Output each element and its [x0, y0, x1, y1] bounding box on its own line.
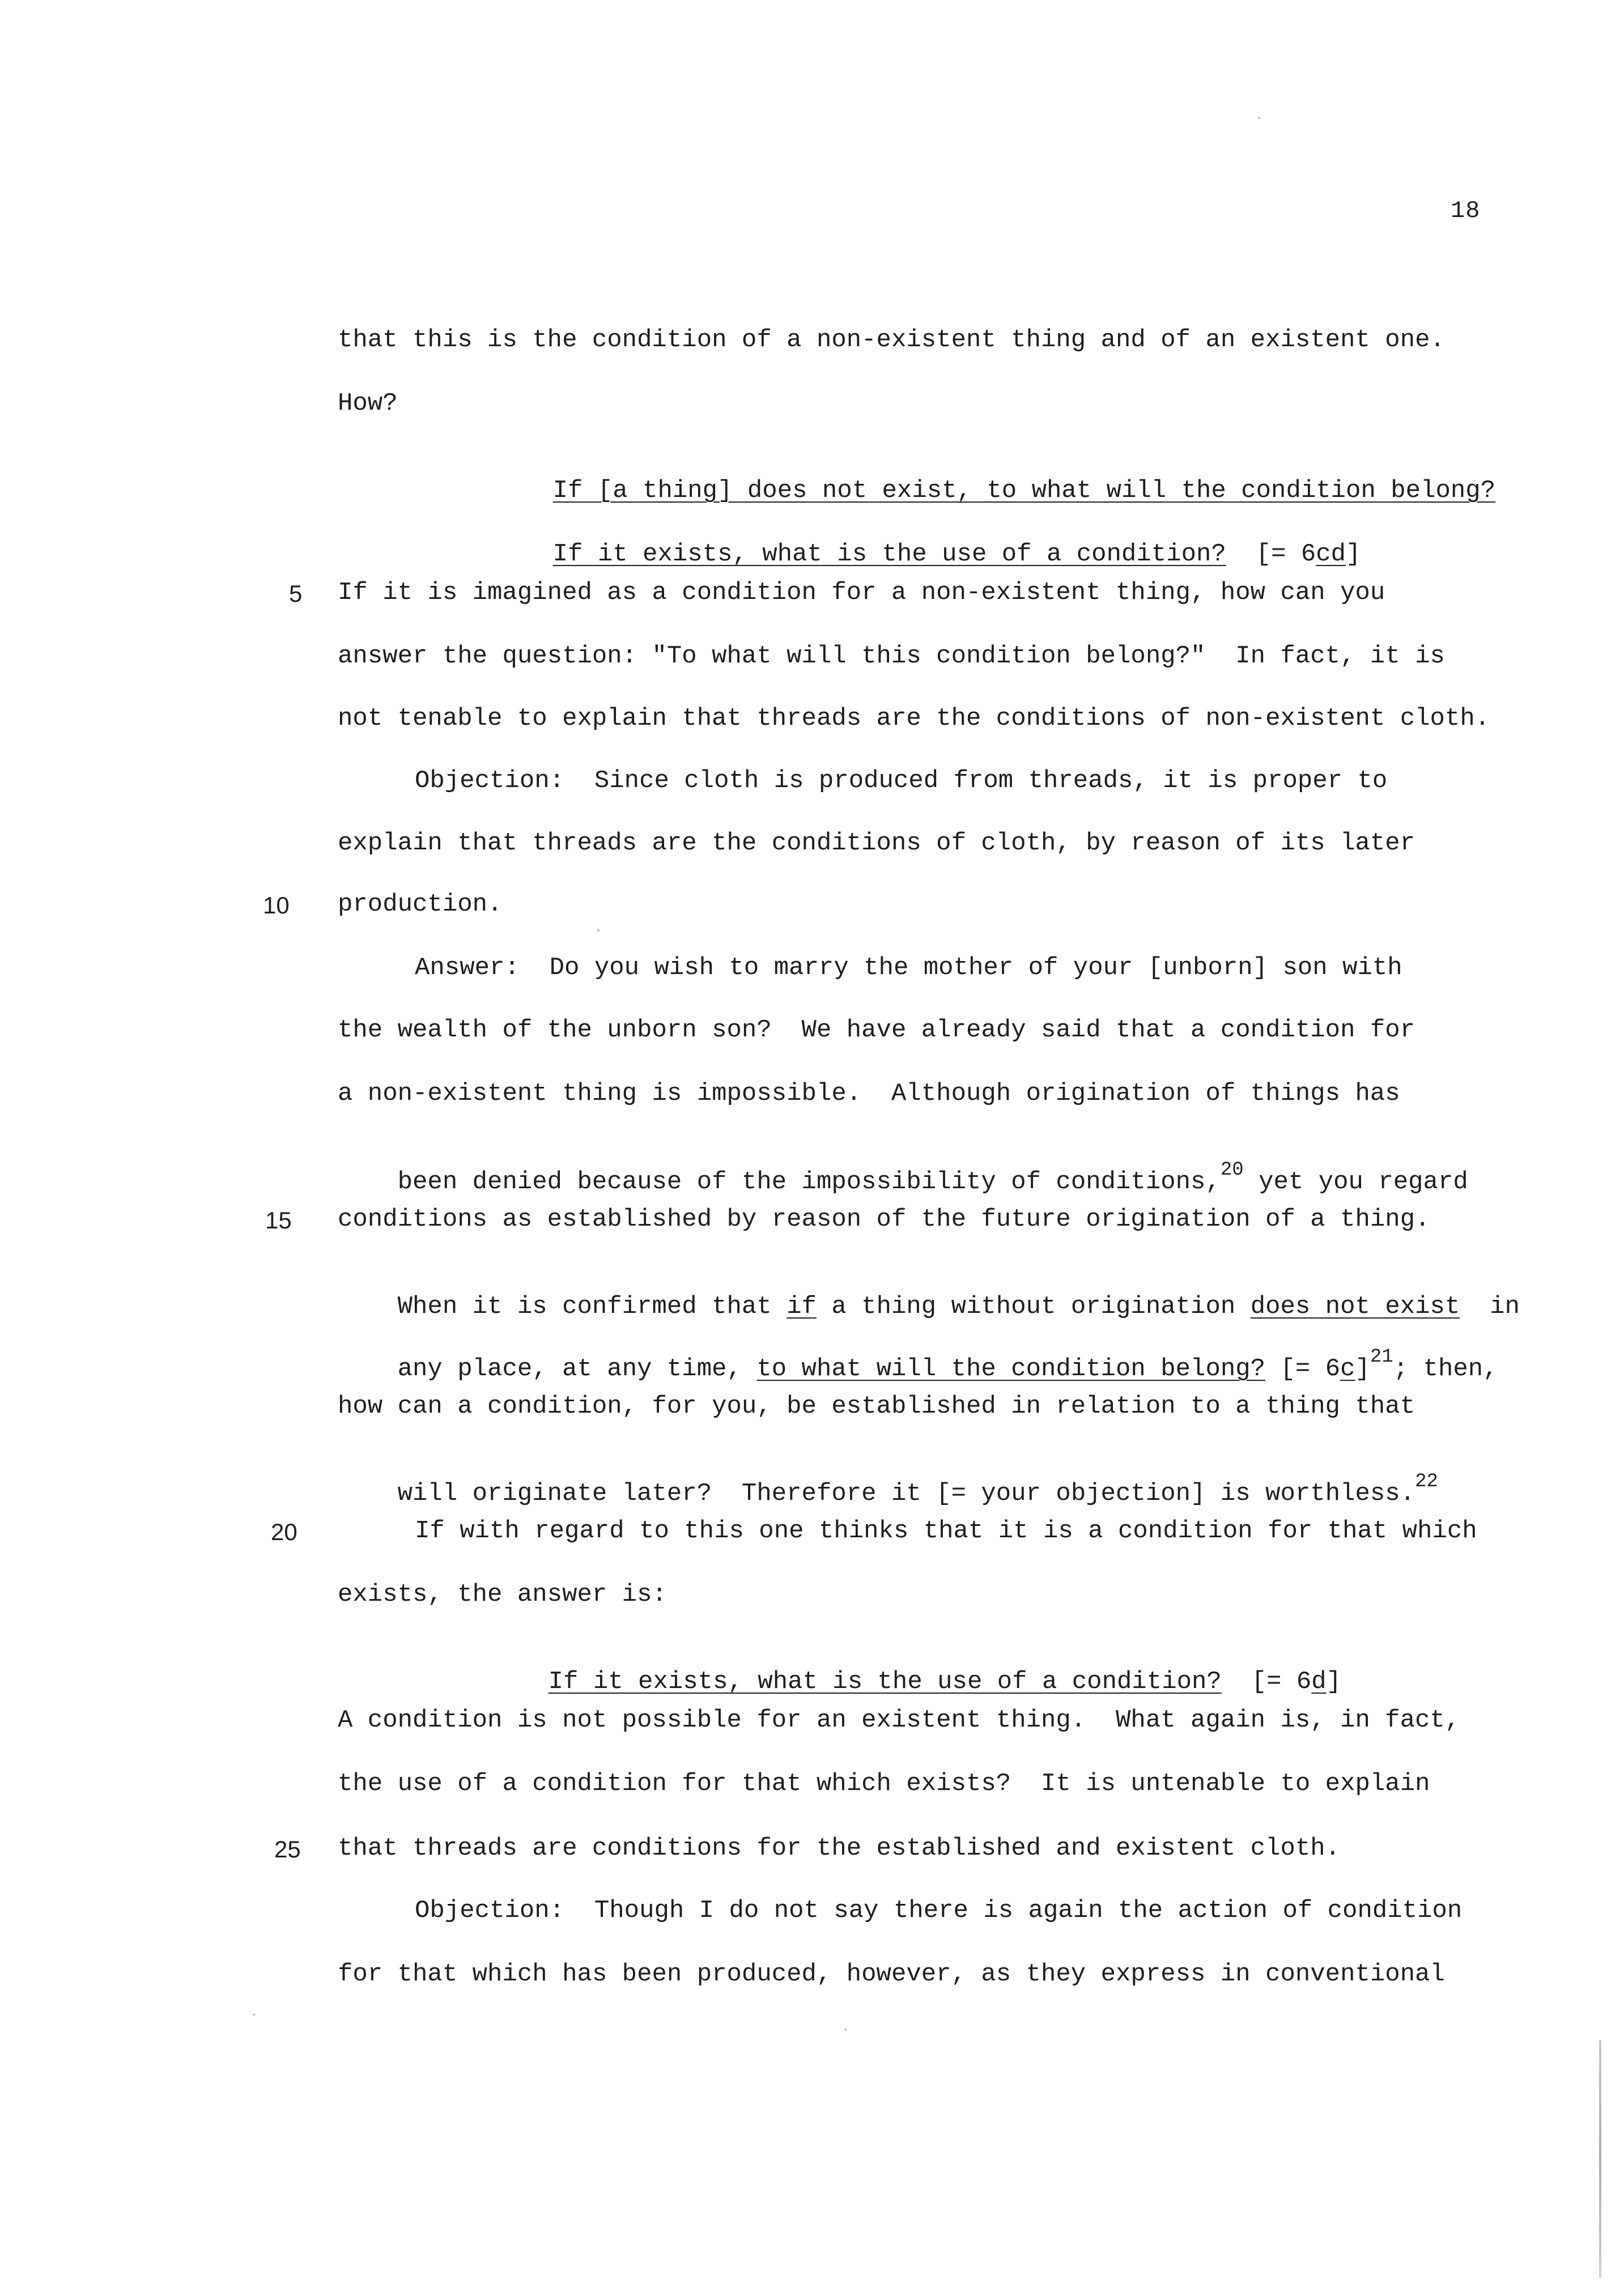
verse-ref-letters: c [1340, 1355, 1355, 1383]
text-line: how can a condition, for you, be established in relation to a thing that [338, 1392, 1415, 1421]
verse-ref: [= 6 [1221, 1668, 1312, 1696]
text-line: production. [338, 890, 503, 919]
text-line: How? [338, 389, 398, 418]
text-span-underlined: to what will the condition belong? [756, 1355, 1266, 1383]
footnote-ref: 20 [1220, 1159, 1244, 1181]
verse-text: does not exist, to what will the condition belong? [732, 477, 1496, 505]
line-number-5: 5 [289, 580, 303, 607]
scan-speck [844, 2029, 847, 2031]
text-line: conditions as established by reason of the future origination of a thing. [338, 1205, 1430, 1234]
verse-text: If [552, 477, 598, 505]
verse-ref-close: ] [1346, 540, 1361, 568]
text-span: in [1460, 1292, 1520, 1321]
scan-speck [597, 929, 600, 932]
text-span: yet you regard [1243, 1168, 1468, 1196]
footnote-ref: 22 [1415, 1471, 1438, 1493]
text-line: a non-existent thing is impossible. Although origination of things has [338, 1079, 1400, 1108]
text-span: any place, at any time, [397, 1355, 757, 1383]
text-span: When it is confirmed that [397, 1292, 787, 1321]
line-number-20: 20 [271, 1519, 297, 1545]
text-span: ; then, [1393, 1355, 1498, 1383]
text-span: ] [1355, 1355, 1370, 1383]
text-line: A condition is not possible for an existent thing. What again is, in fact, [338, 1706, 1460, 1734]
verse-bracket: [a thing] [597, 477, 733, 505]
text-line: that this is the condition of a non-existent thing and of an existent one. [338, 326, 1445, 354]
text-span: [= 6 [1265, 1355, 1341, 1383]
text-line: If with regard to this one thinks that it is a condition for that which [415, 1517, 1477, 1545]
text-line: the wealth of the unborn son? We have already said that a condition for [338, 1016, 1415, 1044]
scan-speck [253, 2014, 256, 2016]
text-line: not tenable to explain that threads are the conditions of non-existent cloth. [338, 704, 1490, 733]
text-line: Objection: Since cloth is produced from threads, it is proper to [415, 767, 1388, 795]
text-line: If it is imagined as a condition for a non-existent thing, how can you [338, 579, 1385, 607]
text-span: been denied because of the impossibility of conditions, [397, 1168, 1221, 1196]
verse-ref-letters: d [1311, 1668, 1327, 1696]
text-line: answer the question: "To what will this condition belong?" In fact, it is [338, 642, 1445, 670]
verse-text: If it exists, what is the use of a condition? [548, 1668, 1222, 1696]
verse-ref-close: ] [1326, 1668, 1342, 1696]
binding-shadow [1599, 2040, 1601, 2278]
text-line: for that which has been produced, however, as they express in conventional [338, 1960, 1445, 1988]
verse-ref: [= 6 [1226, 540, 1316, 568]
text-span-underlined: if [787, 1292, 817, 1321]
text-span-underlined: does not exist [1250, 1292, 1460, 1321]
footnote-ref: 21 [1370, 1346, 1393, 1368]
line-number-10: 10 [263, 892, 290, 919]
text-line: that threads are conditions for the established and existent cloth. [338, 1834, 1341, 1863]
text-line: Objection: Though I do not say there is again the action of condition [415, 1897, 1463, 1925]
scan-speck [1258, 117, 1260, 119]
text-line: the use of a condition for that which exists? It is untenable to explain [338, 1770, 1430, 1798]
text-span: a thing without origination [816, 1292, 1251, 1321]
line-number-25: 25 [274, 1836, 301, 1863]
text-line: exists, the answer is: [338, 1580, 667, 1609]
page-number: 18 [1451, 197, 1481, 224]
text-span: will originate later? Therefore it [= your objection] is worthless. [397, 1479, 1415, 1508]
text-line: Answer: Do you wish to marry the mother of your [unborn] son with [415, 954, 1402, 982]
text-line: explain that threads are the conditions of cloth, by reason of its later [338, 829, 1415, 857]
verse-ref-letters: cd [1316, 540, 1346, 568]
line-number-15: 15 [265, 1207, 292, 1234]
verse-text: If it exists, what is the use of a condition? [552, 540, 1226, 568]
